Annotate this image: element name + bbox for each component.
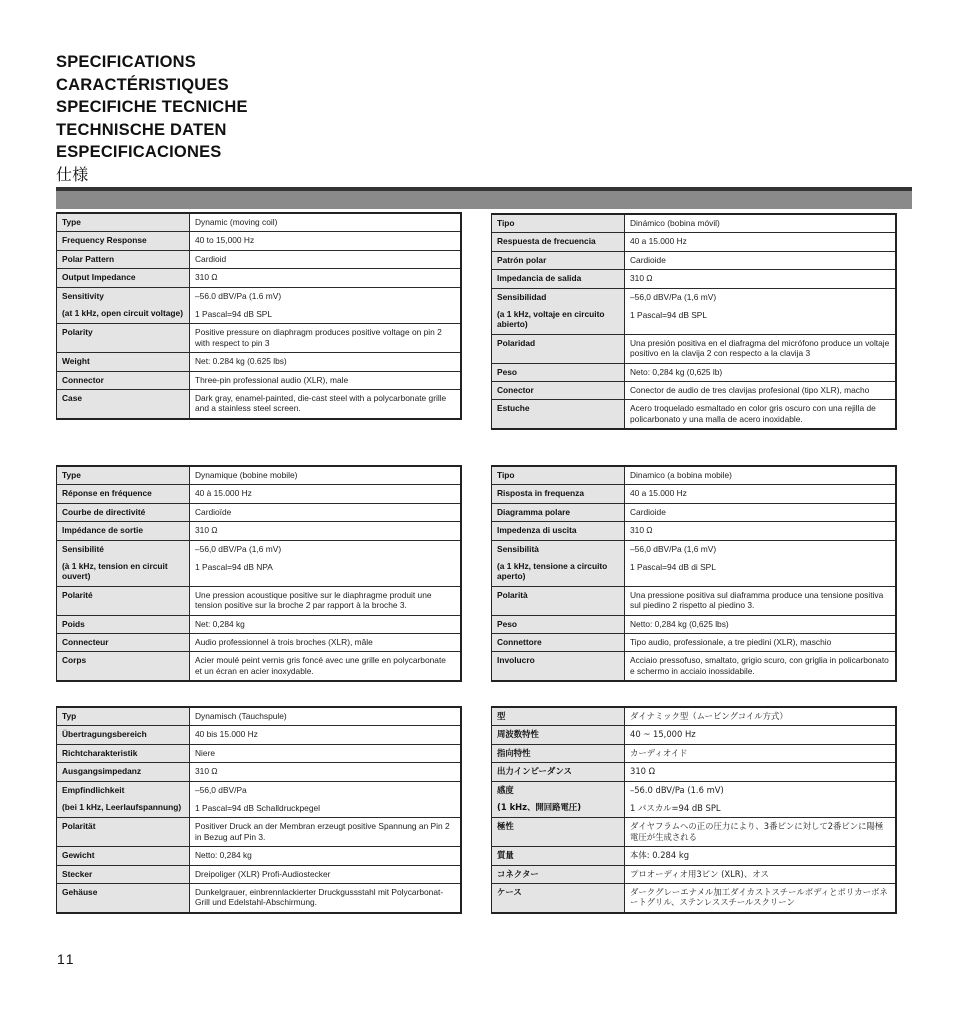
spec-value [190, 781, 462, 818]
title-es: ESPECIFICACIONES [56, 143, 222, 162]
spec-row [57, 847, 462, 865]
spec-row [492, 763, 897, 781]
spec-label-text: Case [62, 393, 83, 404]
spec-label [492, 233, 625, 251]
spec-label [492, 847, 625, 865]
page-number: 11 [57, 951, 76, 967]
spec-value [190, 287, 462, 324]
spec-row [57, 540, 462, 586]
spec-label [492, 466, 625, 485]
spec-label [57, 818, 190, 847]
spec-label-text: Corps [62, 655, 87, 666]
spec-label-text: Polarité [62, 589, 93, 600]
spec-value-text: Acero troquelado esmaltado en color gris oscuro con una rejilla de policarbonato y una malla de acero inoxidable. [630, 403, 876, 424]
spec-label-condition: (bei 1 kHz, Leerlaufspannung) [62, 802, 182, 813]
spec-label-text: Risposta in frequenza [497, 488, 585, 499]
spec-value [625, 865, 897, 883]
spec-label-text: Polarity [62, 327, 93, 338]
spec-label [492, 334, 625, 363]
spec-label [492, 400, 625, 429]
spec-label [57, 586, 190, 615]
spec-row [492, 270, 897, 288]
spec-value [625, 485, 897, 503]
spec-row [57, 390, 462, 419]
spec-value-note: 1 Pascal=94 dB SPL [195, 309, 273, 320]
spec-row [57, 371, 462, 389]
spec-label-text: Polaridad [497, 337, 536, 348]
spec-label [492, 485, 625, 503]
spec-label-condition: (à 1 kHz, tension en circuit ouvert) [62, 561, 168, 582]
spec-label-text: 質量 [497, 850, 514, 861]
spec-label [492, 818, 625, 847]
spec-value [625, 763, 897, 781]
spec-value-text: Una pressione positiva sul diaframma produce una tensione positiva sul piedino 2 rispetto al piedino 3. [630, 589, 884, 611]
spec-value [625, 634, 897, 652]
spec-row [57, 269, 462, 287]
spec-value [625, 884, 897, 913]
spec-value [190, 390, 462, 419]
spec-value-text: Neto: 0,284 kg (0,625 lb) [630, 366, 723, 377]
spec-value-text: 40 to 15,000 Hz [195, 235, 255, 246]
spec-row [492, 634, 897, 652]
spec-value [625, 251, 897, 269]
spec-value-text: 310 Ω [630, 525, 653, 536]
spec-row [492, 466, 897, 485]
spec-value-text: Cardioid [195, 253, 227, 264]
spec-value [625, 652, 897, 681]
spec-row [57, 232, 462, 250]
spec-value-text: 310 Ω [630, 273, 653, 284]
spec-row [492, 400, 897, 429]
spec-value [190, 865, 462, 883]
spec-value [190, 353, 462, 371]
spec-row [57, 744, 462, 762]
spec-value [625, 363, 897, 381]
spec-value [190, 884, 462, 913]
spec-row [57, 353, 462, 371]
spec-row [57, 652, 462, 681]
spec-value [625, 615, 897, 633]
spec-value-text: 40 ~ 15,000 Hz [630, 729, 696, 740]
spec-value-text: Dynamic (moving coil) [195, 217, 278, 227]
spec-label-text: コネクター [497, 868, 539, 879]
spec-value [190, 371, 462, 389]
spec-value-text: 310 Ω [195, 272, 218, 283]
spec-label-text: Sensibilité [62, 543, 104, 554]
spec-value [625, 233, 897, 251]
spec-value [625, 288, 897, 334]
spec-label-text: Richtcharakteristik [62, 747, 138, 758]
spec-label [57, 763, 190, 781]
spec-label-text: Typ [62, 711, 77, 721]
spec-value [625, 818, 897, 847]
spec-value-text: Net: 0,284 kg [195, 618, 245, 629]
spec-row [57, 818, 462, 847]
spec-label-text: Impedenza di uscita [497, 525, 577, 536]
spec-row [492, 214, 897, 233]
spec-label [57, 213, 190, 232]
spec-label [492, 288, 625, 334]
spec-label-text: Polarità [497, 589, 528, 600]
spec-value [625, 400, 897, 429]
title-fr: CARACTÉRISTIQUES [56, 75, 229, 94]
spec-label [57, 287, 190, 324]
spec-row [492, 251, 897, 269]
spec-label [492, 615, 625, 633]
spec-label-condition: (1 kHz、開回路電圧) [497, 802, 582, 813]
spec-row [57, 634, 462, 652]
spec-label [57, 371, 190, 389]
spec-label [492, 270, 625, 288]
spec-value [625, 707, 897, 726]
spec-value [625, 334, 897, 363]
spec-row [57, 324, 462, 353]
spec-value-text: 310 Ω [195, 766, 218, 777]
spec-label-text: Sensibilidad [497, 291, 547, 302]
spec-value [625, 270, 897, 288]
spec-value-text: Dynamisch (Tauchspule) [195, 711, 287, 721]
spec-value-text: Positiver Druck an der Membran erzeugt positive Spannung an Pin 2 in Bezug auf Pin 3. [195, 821, 450, 842]
spec-label [57, 485, 190, 503]
spec-row [492, 288, 897, 334]
spec-row [57, 615, 462, 633]
spec-row [492, 485, 897, 503]
spec-value-note: 1 Pascal=94 dB di SPL [630, 562, 716, 573]
spec-row [492, 382, 897, 400]
spec-value-text: Dynamique (bobine mobile) [195, 470, 298, 480]
spec-label [492, 652, 625, 681]
spec-value [190, 847, 462, 865]
spec-value-text: Dreipoliger (XLR) Profi-Audiostecker [195, 868, 331, 879]
spec-label-text: Sensibilità [497, 543, 539, 554]
spec-value [625, 214, 897, 233]
spec-label-text: Poids [62, 618, 85, 629]
spec-label-text: Courbe de directivité [62, 506, 146, 517]
spec-label [57, 540, 190, 586]
spec-value-text: 40 à 15.000 Hz [195, 488, 252, 499]
spec-row [492, 586, 897, 615]
spec-value-text: Une pression acoustique positive sur le diaphragme produit une tension positive sur la broche 2 par rapport à la broche 3. [195, 589, 432, 611]
spec-value [625, 781, 897, 818]
spec-table-ja [491, 706, 897, 914]
spec-label [492, 763, 625, 781]
spec-label [57, 466, 190, 485]
spec-label-text: Respuesta de frecuencia [497, 236, 596, 247]
spec-label [492, 503, 625, 521]
spec-row [57, 586, 462, 615]
title-it: SPECIFICHE TECNICHE [56, 98, 248, 117]
spec-table-de [56, 706, 462, 914]
spec-row [57, 763, 462, 781]
spec-value [190, 232, 462, 250]
spec-value-text: Netto: 0,284 kg (0,625 lbs) [630, 618, 729, 629]
spec-label [492, 540, 625, 586]
spec-label-text: Patrón polar [497, 254, 547, 265]
spec-label [57, 250, 190, 268]
spec-table-es [491, 213, 897, 430]
spec-row [57, 884, 462, 913]
spec-label [57, 634, 190, 652]
spec-value [190, 652, 462, 681]
spec-row [492, 865, 897, 883]
spec-row [57, 503, 462, 521]
spec-value-text: Cardioïde [195, 506, 232, 517]
page-titles [56, 51, 248, 187]
spec-value [190, 586, 462, 615]
spec-label-text: Gehäuse [62, 887, 98, 898]
spec-value-text: –56,0 dBV/Pa (1,6 mV) [630, 291, 717, 302]
spec-label [57, 744, 190, 762]
spec-label-text: Diagramma polare [497, 506, 571, 517]
spec-value-text: 本体: 0.284 kg [630, 850, 690, 861]
spec-row [492, 503, 897, 521]
spec-value [625, 586, 897, 615]
spec-table-en [56, 212, 462, 420]
spec-label [57, 865, 190, 883]
spec-row [492, 847, 897, 865]
spec-value [625, 382, 897, 400]
spec-value [190, 485, 462, 503]
spec-row [57, 865, 462, 883]
spec-value-text: 310 Ω [630, 766, 656, 777]
spec-row [492, 522, 897, 540]
spec-value [625, 466, 897, 485]
spec-value [190, 707, 462, 726]
spec-label-text: Peso [497, 618, 518, 629]
spec-label [492, 214, 625, 233]
spec-label-condition: (a 1 kHz, voltaje en circuito abierto) [497, 309, 605, 330]
spec-value [625, 744, 897, 762]
spec-label-text: 感度 [497, 784, 514, 795]
spec-label-text: Réponse en fréquence [62, 488, 152, 499]
spec-row [492, 884, 897, 913]
spec-value [190, 818, 462, 847]
spec-row [57, 287, 462, 324]
spec-label [492, 251, 625, 269]
spec-value [190, 763, 462, 781]
spec-label [57, 726, 190, 744]
spec-label-text: 指向特性 [497, 747, 531, 758]
spec-row [57, 250, 462, 268]
spec-value [190, 466, 462, 485]
spec-value-text: Dinamico (a bobina mobile) [630, 470, 732, 480]
spec-value-text: Dunkelgrauer, einbrennlackierter Druckgussstahl mit Polycarbonat-Grill und Edelstahl-Abschirmung. [195, 887, 444, 908]
spec-label [492, 634, 625, 652]
spec-value [190, 250, 462, 268]
spec-label-text: Type [62, 470, 81, 480]
spec-label [57, 781, 190, 818]
spec-value-note: 1 Pascal=94 dB SPL [630, 310, 708, 321]
spec-value-text: Acier moulé peint vernis gris foncé avec une grille en polycarbonate et un écran en acier inoxydable. [195, 655, 446, 676]
spec-value-text: –56.0 dBV/Pa (1.6 mV) [630, 784, 724, 795]
spec-label [492, 522, 625, 540]
spec-row [57, 781, 462, 818]
section-divider-bar [56, 187, 912, 209]
spec-value [190, 615, 462, 633]
spec-row [57, 707, 462, 726]
spec-label [57, 503, 190, 521]
spec-row [57, 213, 462, 232]
spec-label-text: Type [62, 217, 81, 227]
spec-value-text: –56.0 dBV/Pa (1.6 mV) [195, 290, 282, 301]
spec-row [492, 652, 897, 681]
spec-value [190, 634, 462, 652]
spec-value-text: Net: 0.284 kg (0.625 lbs) [195, 356, 287, 367]
spec-row [492, 818, 897, 847]
spec-value [190, 213, 462, 232]
spec-value [190, 540, 462, 586]
title-ja: 仕様 [56, 164, 89, 184]
spec-label [492, 781, 625, 818]
spec-value-text: Netto: 0,284 kg [195, 850, 252, 861]
spec-row [492, 363, 897, 381]
spec-label [492, 586, 625, 615]
spec-label-text: Polarität [62, 821, 96, 832]
spec-label-text: ケース [497, 887, 522, 898]
spec-value-text: ダイヤフラムへの正の圧力により、3番ピンに対して2番ピンに陽極電圧が生成される [630, 821, 884, 842]
spec-value-text: Conector de audio de tres clavijas profesional (tipo XLR), macho [630, 385, 870, 396]
spec-value-text: Acciaio pressofuso, smaltato, grigio scuro, con griglia in policarbonato e schermo in acciaio inossidabile. [630, 655, 889, 676]
spec-label-text: Connector [62, 374, 104, 385]
title-en: SPECIFICATIONS [56, 53, 197, 71]
spec-value-text: Positive pressure on diaphragm produces positive voltage on pin 2 with respect to pin 3 [195, 327, 442, 348]
spec-label-text: Empfindlichkeit [62, 784, 125, 795]
spec-row [492, 707, 897, 726]
spec-label [57, 522, 190, 540]
spec-row [57, 466, 462, 485]
spec-value [625, 726, 897, 744]
spec-value [625, 522, 897, 540]
spec-row [57, 726, 462, 744]
spec-label [492, 726, 625, 744]
spec-label [492, 865, 625, 883]
spec-value [190, 522, 462, 540]
spec-row [492, 726, 897, 744]
spec-value [190, 726, 462, 744]
title-de: TECHNISCHE DATEN [56, 120, 227, 139]
spec-label [57, 353, 190, 371]
spec-value [625, 540, 897, 586]
spec-row [57, 485, 462, 503]
spec-label-condition: (at 1 kHz, open circuit voltage) [62, 308, 183, 319]
spec-label [57, 232, 190, 250]
spec-value-text: ダイナミック型（ムービングコイル方式） [630, 711, 788, 721]
spec-label [492, 382, 625, 400]
spec-label-text: Sensitivity [62, 290, 104, 301]
spec-table-fr [56, 465, 462, 682]
spec-value-text: Cardioide [630, 254, 666, 265]
spec-label-text: Involucro [497, 655, 535, 666]
spec-row [492, 540, 897, 586]
spec-label [57, 324, 190, 353]
spec-label [57, 652, 190, 681]
spec-label-text: Connettore [497, 637, 542, 648]
spec-value-text: 40 bis 15.000 Hz [195, 729, 258, 740]
spec-label [57, 707, 190, 726]
spec-value-text: Tipo audio, professionale, a tre piedini (XLR), maschio [630, 637, 832, 648]
spec-label-condition: (a 1 kHz, tensione a circuito aperto) [497, 561, 608, 582]
spec-label-text: Gewicht [62, 850, 95, 861]
spec-label-text: Stecker [62, 868, 93, 879]
spec-row [492, 781, 897, 818]
spec-label [492, 884, 625, 913]
spec-label-text: Peso [497, 366, 518, 377]
spec-value [625, 503, 897, 521]
spec-label-text: Tipo [497, 470, 515, 480]
spec-value-note: 1 Pascal=94 dB NPA [195, 562, 273, 573]
spec-row [492, 615, 897, 633]
spec-value-text: Una presión positiva en el diafragma del micrófono produce un voltaje positivo en la clavija 2 con respecto a la clavija 3 [630, 337, 890, 359]
spec-label [492, 744, 625, 762]
spec-label-text: Weight [62, 356, 90, 367]
spec-row [492, 744, 897, 762]
spec-value-text: 40 a 15.000 Hz [630, 488, 687, 499]
spec-value [190, 324, 462, 353]
spec-value-text: –56,0 dBV/Pa [195, 784, 247, 795]
spec-value [625, 847, 897, 865]
spec-value-text: 40 a 15.000 Hz [630, 236, 687, 247]
spec-row [492, 233, 897, 251]
spec-label [57, 615, 190, 633]
spec-label-text: Tipo [497, 218, 515, 228]
spec-label-text: 型 [497, 711, 506, 721]
spec-value-text: ダークグレーエナメル加工ダイカストスチールボディとポリカーボネートグリル、ステンレススチールスクリーン [630, 887, 888, 908]
spec-value-text: Dark gray, enamel-painted, die-cast steel with a polycarbonate grille and a stainless steel screen. [195, 393, 447, 414]
spec-row [57, 522, 462, 540]
spec-label [492, 363, 625, 381]
spec-value-text: プロオーディオ用3ピン (XLR)、オス [630, 868, 769, 879]
spec-value [190, 503, 462, 521]
spec-label [57, 884, 190, 913]
spec-row [492, 334, 897, 363]
spec-value-text: Dinámico (bobina móvil) [630, 218, 720, 228]
spec-value-text: Cardioide [630, 506, 666, 517]
spec-label-text: Ausgangsimpedanz [62, 766, 142, 777]
spec-label [57, 847, 190, 865]
spec-value-text: カーディオイド [630, 747, 688, 758]
spec-value-text: Three-pin professional audio (XLR), male [195, 374, 349, 385]
spec-value-text: Niere [195, 747, 216, 758]
spec-label-text: Connecteur [62, 637, 109, 648]
spec-label [57, 269, 190, 287]
spec-value-text: Audio professionnel à trois broches (XLR), mâle [195, 637, 373, 648]
spec-label-text: Conector [497, 385, 534, 396]
spec-value-note: 1 パスカル=94 dB SPL [630, 803, 721, 814]
spec-value [190, 269, 462, 287]
spec-value-note: 1 Pascal=94 dB Schalldruckpegel [195, 803, 321, 814]
spec-label-text: 極性 [497, 821, 514, 832]
spec-label-text: Impédance de sortie [62, 525, 143, 536]
spec-label-text: Frequency Response [62, 235, 147, 246]
spec-label [57, 390, 190, 419]
spec-label-text: 出力インピーダンス [497, 766, 572, 777]
spec-value [190, 744, 462, 762]
spec-label-text: Übertragungsbereich [62, 729, 147, 740]
spec-value-text: 310 Ω [195, 525, 218, 536]
spec-label [492, 707, 625, 726]
spec-value-text: –56,0 dBV/Pa (1,6 mV) [630, 543, 717, 554]
spec-label-text: Estuche [497, 403, 530, 414]
spec-label-text: Output Impedance [62, 272, 136, 283]
spec-value-text: –56,0 dBV/Pa (1,6 mV) [195, 543, 282, 554]
spec-table-it [491, 465, 897, 682]
spec-label-text: 周波数特性 [497, 729, 539, 740]
spec-label-text: Impedancia de salida [497, 273, 582, 284]
spec-label-text: Polar Pattern [62, 253, 115, 264]
